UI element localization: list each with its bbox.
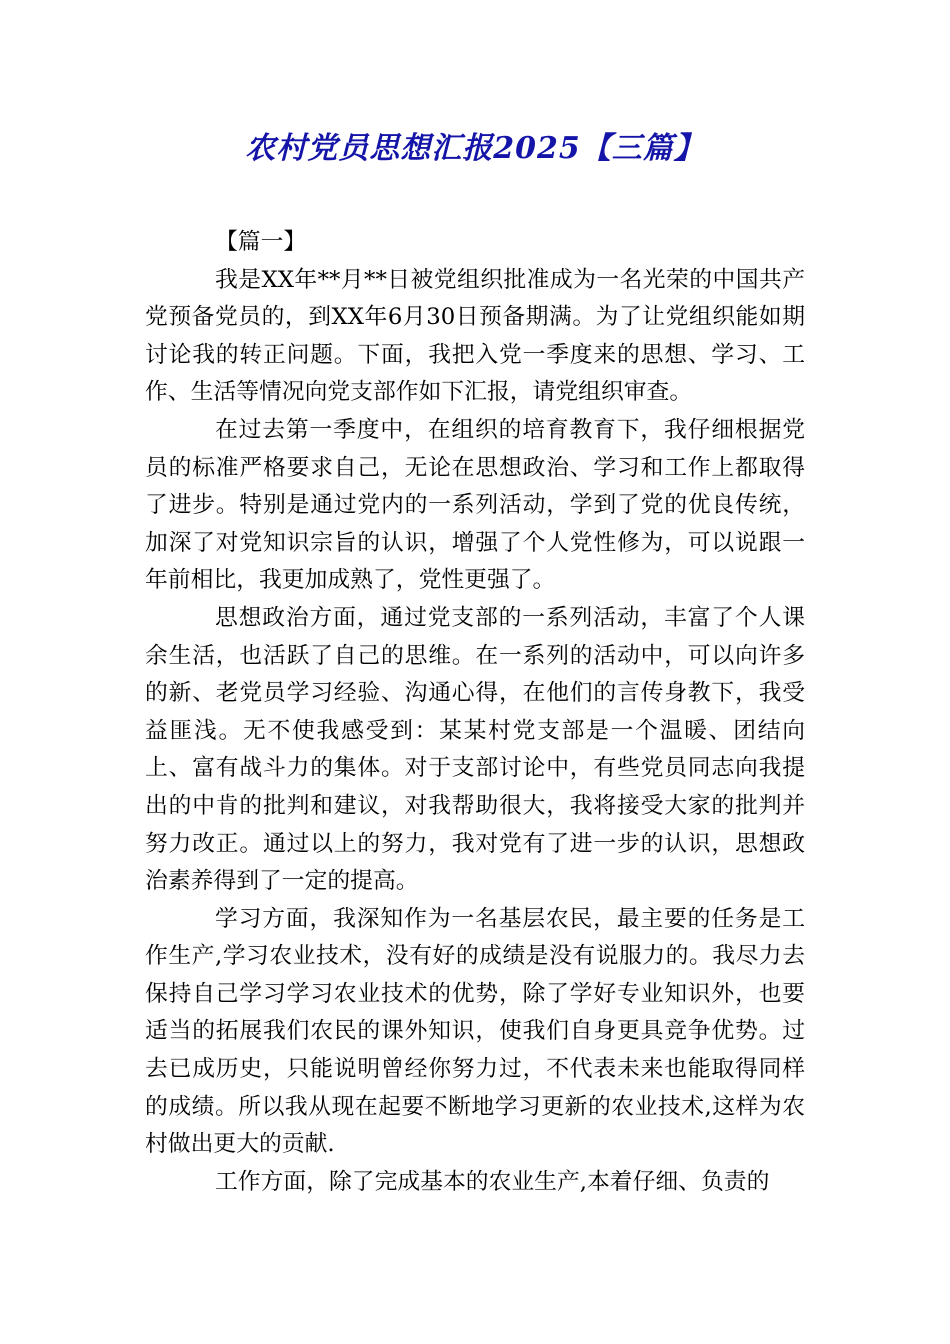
document-body bbox=[145, 224, 805, 1201]
paragraph-first-quarter: 在过去第一季度中，在组织的培育教育下，我仔细根据党员的标准严格要求自己，无论在思想政治、学习和工作上都取得了进步。特别是通过党内的一系列活动，学到了党的优良传统，加深了对党知识宗旨的认识，增强了个人党性修为，可以说跟一年前相比，我更加成熟了，党性更强了。 bbox=[145, 416, 805, 594]
paragraph-ideology: 思想政治方面，通过党支部的一系列活动，丰富了个人课余生活，也活跃了自己的思维。在一系列的活动中，可以向许多的新、老党员学习经验、沟通心得，在他们的言传身教下，我受益匪浅。无不使我感受到：某某村党支部是一个温暖、团结向上、富有战斗力的集体。对于支部讨论中，有些党员同志向我提出的中肯的批判和建议，对我帮助很大，我将接受大家的批判并努力改正。通过以上的努力，我对党有了进一步的认识，思想政治素养得到了一定的提高。 bbox=[145, 604, 805, 895]
document-title: 农村党员思想汇报2025【三篇】 bbox=[245, 131, 705, 166]
section-label: 【篇一】 bbox=[215, 229, 307, 255]
paragraph-work: 工作方面，除了完成基本的农业生产,本着仔细、负责的 bbox=[215, 1168, 770, 1195]
paragraph-study: 学习方面，我深知作为一名基层农民，最主要的任务是工作生产,学习农业技术，没有好的成绩是没有说服力的。我尽力去保持自己学习学习农业技术的优势，除了学好专业知识外，也要适当的拓展我们农民的课外知识，使我们自身更具竞争优势。过去已成历史，只能说明曾经你努力过，不代表未来也能取得同样的成绩。所以我从现在起要不断地学习更新的农业技术,这样为农村做出更大的贡献. bbox=[145, 905, 805, 1158]
paragraph-intro: 我是XX年**月**日被党组织批准成为一名光荣的中国共产党预备党员的，到XX年6月30日预备期满。为了让党组织能如期讨论我的转正问题。下面，我把入党一季度来的思想、学习、工作、生活等情况向党支部作如下汇报，请党组织审查。 bbox=[145, 266, 805, 406]
